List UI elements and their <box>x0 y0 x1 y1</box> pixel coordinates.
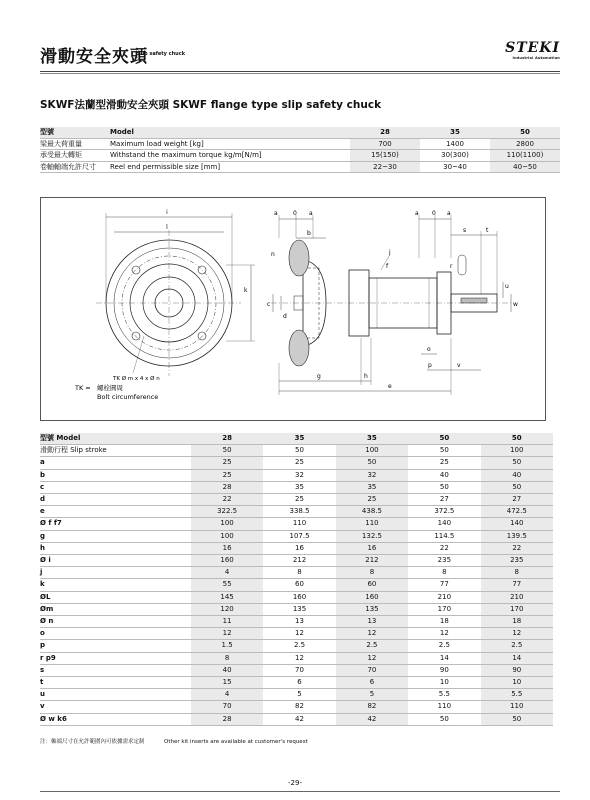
dim-cell: 25 <box>191 469 263 481</box>
spec-row-zh: 梁最大荷重量 <box>40 138 110 150</box>
dim-cell: 140 <box>481 518 553 530</box>
dim-cell: 2.5 <box>481 640 553 652</box>
dim-cell: 25 <box>336 494 408 506</box>
dim-cell: 8 <box>191 652 263 664</box>
dim-row <box>40 518 553 530</box>
dim-cell: 18 <box>408 616 480 628</box>
dim-cell: 50 <box>481 457 553 469</box>
knob-top <box>289 240 309 276</box>
dim-row <box>40 481 553 493</box>
dim-row <box>40 640 553 652</box>
dim-cell: 210 <box>408 591 480 603</box>
dim-row <box>40 628 553 640</box>
dim-cell: 13 <box>336 616 408 628</box>
dim-row-label: t <box>40 677 191 689</box>
dim-cell: 338.5 <box>263 506 335 518</box>
logo-name: STEKI <box>505 40 560 56</box>
spec-row-en: Reel end permissible size [mm] <box>110 161 350 173</box>
dim-cell: 5.5 <box>408 689 480 701</box>
dim-cell: 42 <box>263 713 335 725</box>
dim-cell: 100 <box>191 518 263 530</box>
spec-header-value: 50 <box>490 127 560 138</box>
dim-cell: 32 <box>336 469 408 481</box>
steki-logo <box>505 40 560 60</box>
label-b: b <box>307 230 311 237</box>
dim-cell: 35 <box>263 481 335 493</box>
spec-cell: 2800 <box>490 138 560 150</box>
dim-row <box>40 494 553 506</box>
dim-cell: 22 <box>191 494 263 506</box>
dim-row-label: Ø w k6 <box>40 713 191 725</box>
dim-cell: 472.5 <box>481 506 553 518</box>
dim-cell: 25 <box>191 457 263 469</box>
spec-header-zh: 型號 <box>40 127 110 138</box>
spec-row <box>40 150 560 162</box>
dim-row-label: j <box>40 567 191 579</box>
spec-header-en: Model <box>110 127 350 138</box>
dim-row-label: ØL <box>40 591 191 603</box>
spec-row <box>40 161 560 173</box>
dim-row-stroke <box>40 445 553 457</box>
dim-cell: 110 <box>336 518 408 530</box>
side-view <box>271 215 511 395</box>
label-s: s <box>463 227 467 234</box>
spec-table-header <box>40 127 560 138</box>
label-l: l <box>166 224 168 231</box>
dim-cell: 14 <box>481 652 553 664</box>
dim-cell: 322.5 <box>191 506 263 518</box>
dim-cell: 12 <box>336 628 408 640</box>
dim-cell: 110 <box>263 518 335 530</box>
dim-cell: 50 <box>481 481 553 493</box>
label-f: f <box>386 263 389 270</box>
spec-row-zh: 卷軸軸端允許尺寸 <box>40 161 110 173</box>
dim-cell: 77 <box>481 579 553 591</box>
dim-row-label: p <box>40 640 191 652</box>
dim-cell: 28 <box>191 713 263 725</box>
dim-row-label: u <box>40 689 191 701</box>
spec-cell: 40~50 <box>490 161 560 173</box>
dim-cell: 120 <box>191 603 263 615</box>
dim-cell: 50 <box>408 445 480 457</box>
dim-cell: 50 <box>481 713 553 725</box>
dim-cell: 16 <box>191 542 263 554</box>
dim-row-label: Ø f f7 <box>40 518 191 530</box>
dim-cell: 6 <box>336 677 408 689</box>
dim-cell: 90 <box>408 664 480 676</box>
page-number: -29- <box>288 779 302 787</box>
dim-row-label: 滑動行程 Slip stroke <box>40 445 191 457</box>
tk-formula: TK Ø m x 4 x Ø n <box>113 376 160 382</box>
key-detail <box>458 255 466 275</box>
dim-row <box>40 506 553 518</box>
dim-cell: 12 <box>481 628 553 640</box>
dim-cell: 210 <box>481 591 553 603</box>
dim-cell: 139.5 <box>481 530 553 542</box>
dim-cell: 50 <box>408 713 480 725</box>
dim-row <box>40 616 553 628</box>
dim-cell: 77 <box>408 579 480 591</box>
dim-cell: 10 <box>481 677 553 689</box>
dim-cell: 50 <box>336 457 408 469</box>
dim-cell: 15 <box>191 677 263 689</box>
dim-cell: 11 <box>191 616 263 628</box>
spec-cell: 15(150) <box>350 150 420 162</box>
dim-cell: 40 <box>191 664 263 676</box>
dim-table-body <box>40 457 553 725</box>
dim-cell: 170 <box>481 603 553 615</box>
label-w: w <box>513 301 518 308</box>
bolt-hole <box>198 332 206 340</box>
dim-cell: 5.5 <box>481 689 553 701</box>
dim-row <box>40 701 553 713</box>
dim-cell: 160 <box>191 555 263 567</box>
dim-row-label: e <box>40 506 191 518</box>
dim-cell: 12 <box>336 652 408 664</box>
dim-cell: 70 <box>191 701 263 713</box>
dim-cell: 160 <box>263 591 335 603</box>
technical-drawing <box>40 197 546 421</box>
dim-cell: 55 <box>191 579 263 591</box>
label-c: c <box>267 301 271 308</box>
dim-cell: 132.5 <box>336 530 408 542</box>
dim-cell: 4 <box>191 689 263 701</box>
dim-cell: 22 <box>408 542 480 554</box>
dim-cell: 14 <box>408 652 480 664</box>
dim-cell: 5 <box>263 689 335 701</box>
dim-cell: 82 <box>336 701 408 713</box>
bolt-circle <box>122 256 216 350</box>
label-d: d <box>283 313 287 320</box>
dim-cell: 25 <box>408 457 480 469</box>
dim-header-label: 型號 Model <box>40 433 191 445</box>
tk-zh: 螺栓圓周 <box>97 384 123 392</box>
spec-table <box>40 127 560 173</box>
spec-row-en: Withstand the maximum torque kg/m[N/m] <box>110 150 350 162</box>
knob-bottom <box>289 330 309 366</box>
dim-cell: 2.5 <box>408 640 480 652</box>
dim-cell: 50 <box>191 445 263 457</box>
dim-header-value: 35 <box>336 433 408 445</box>
dim-cell: 6 <box>263 677 335 689</box>
dim-row-label: k <box>40 579 191 591</box>
dim-row-label: Øm <box>40 603 191 615</box>
dim-row-label: r p9 <box>40 652 191 664</box>
dim-cell: 107.5 <box>263 530 335 542</box>
spec-cell: 30~40 <box>420 161 490 173</box>
spec-cell: 110(1100) <box>490 150 560 162</box>
dim-row <box>40 469 553 481</box>
dim-cell: 12 <box>263 652 335 664</box>
spec-cell: 1400 <box>420 138 490 150</box>
dim-row-label: s <box>40 664 191 676</box>
dim-cell: 70 <box>263 664 335 676</box>
dim-row <box>40 542 553 554</box>
dim-cell: 2.5 <box>263 640 335 652</box>
label-a: a <box>274 210 278 217</box>
dim-row <box>40 689 553 701</box>
drawing-svg <box>41 198 545 420</box>
label-h: h <box>364 373 368 380</box>
dim-row-label: a <box>40 457 191 469</box>
bolt-hole <box>132 332 140 340</box>
header-rule <box>40 71 560 72</box>
dim-row <box>40 652 553 664</box>
dim-cell: 70 <box>336 664 408 676</box>
label-g: g <box>317 373 321 380</box>
dim-cell: 16 <box>263 542 335 554</box>
dim-header-value: 50 <box>408 433 480 445</box>
spec-cell: 30(300) <box>420 150 490 162</box>
dim-row <box>40 555 553 567</box>
label-e: e <box>388 383 392 390</box>
dim-row <box>40 603 553 615</box>
spec-header-value: 35 <box>420 127 490 138</box>
dim-cell: 82 <box>263 701 335 713</box>
dim-cell: 8 <box>408 567 480 579</box>
label-zero: 0 <box>432 210 436 217</box>
dim-cell: 135 <box>336 603 408 615</box>
label-i: i <box>166 209 168 216</box>
dim-cell: 145 <box>191 591 263 603</box>
dim-cell: 2.5 <box>336 640 408 652</box>
dim-cell: 27 <box>481 494 553 506</box>
dim-cell: 22 <box>481 542 553 554</box>
spec-row-zh: 承受最大轉矩 <box>40 150 110 162</box>
label-n: n <box>271 251 275 258</box>
dim-cell: 8 <box>481 567 553 579</box>
dim-cell: 212 <box>263 555 335 567</box>
dimension-table <box>40 433 553 726</box>
bolt-hole <box>132 266 140 274</box>
label-zero: 0 <box>293 210 297 217</box>
dim-cell: 25 <box>263 457 335 469</box>
dim-row <box>40 677 553 689</box>
spec-cell: 22~30 <box>350 161 420 173</box>
dim-cell: 18 <box>481 616 553 628</box>
dim-row-label: c <box>40 481 191 493</box>
dim-cell: 60 <box>336 579 408 591</box>
footnote-en: Other kit inserts are available at customer's request <box>164 739 308 745</box>
dim-cell: 212 <box>336 555 408 567</box>
footnote <box>40 737 308 745</box>
dim-row-label: v <box>40 701 191 713</box>
label-v: v <box>457 362 461 369</box>
dim-cell: 13 <box>263 616 335 628</box>
dim-cell: 42 <box>336 713 408 725</box>
spec-row <box>40 138 560 150</box>
dim-cell: 60 <box>263 579 335 591</box>
dim-cell: 438.5 <box>336 506 408 518</box>
dim-cell: 50 <box>408 481 480 493</box>
dim-row-label: g <box>40 530 191 542</box>
dim-row <box>40 530 553 542</box>
dim-cell: 27 <box>408 494 480 506</box>
header-title-zh: 滑動安全夾頭 <box>40 47 148 67</box>
dim-header-value: 50 <box>481 433 553 445</box>
dim-table-header <box>40 433 553 445</box>
dim-header-value: 35 <box>263 433 335 445</box>
dim-cell: 5 <box>336 689 408 701</box>
dim-cell: 100 <box>191 530 263 542</box>
section-title: SKWF法蘭型滑動安全夾頭 SKWF flange type slip safety chuck <box>40 99 382 111</box>
dim-cell: 90 <box>481 664 553 676</box>
page-header <box>40 40 560 70</box>
dim-cell: 25 <box>263 494 335 506</box>
label-p: p <box>428 362 432 369</box>
dim-cell: 110 <box>481 701 553 713</box>
dim-cell: 372.5 <box>408 506 480 518</box>
dim-cell: 32 <box>263 469 335 481</box>
dim-row-label: o <box>40 628 191 640</box>
dim-cell: 12 <box>408 628 480 640</box>
spec-cell: 700 <box>350 138 420 150</box>
header-rule-thin <box>40 73 560 74</box>
dim-cell: 10 <box>408 677 480 689</box>
dim-cell: 140 <box>408 518 480 530</box>
tk-leader <box>133 336 144 373</box>
dim-cell: 28 <box>191 481 263 493</box>
dim-cell: 12 <box>191 628 263 640</box>
dim-cell: 160 <box>336 591 408 603</box>
dim-cell: 8 <box>263 567 335 579</box>
dim-cell: 100 <box>481 445 553 457</box>
dim-cell: 40 <box>408 469 480 481</box>
dim-cell: 12 <box>263 628 335 640</box>
dim-cell: 40 <box>481 469 553 481</box>
dim-row <box>40 591 553 603</box>
dim-cell: 235 <box>408 555 480 567</box>
dim-cell: 135 <box>263 603 335 615</box>
dim-cell: 170 <box>408 603 480 615</box>
dim-row <box>40 457 553 469</box>
logo-tagline: Industrial Automation <box>512 56 560 60</box>
spec-header-value: 28 <box>350 127 420 138</box>
dim-row-label: Ø n <box>40 616 191 628</box>
label-a: a <box>309 210 313 217</box>
label-k: k <box>244 287 248 294</box>
dim-row <box>40 579 553 591</box>
label-o: o <box>427 346 431 353</box>
dim-row <box>40 713 553 725</box>
dim-cell: 8 <box>336 567 408 579</box>
front-view <box>96 213 255 376</box>
dim-row-label: b <box>40 469 191 481</box>
header-title-en: Slip safety chuck <box>137 51 186 57</box>
dim-cell: 16 <box>336 542 408 554</box>
tk-en: Bolt circumference <box>97 393 159 401</box>
dim-cell: 100 <box>336 445 408 457</box>
outer-flange-circle <box>106 240 232 366</box>
dim-cell: 114.5 <box>408 530 480 542</box>
tk-label: TK = <box>75 384 91 392</box>
dim-row <box>40 664 553 676</box>
footer-rule <box>40 791 560 792</box>
dim-cell: 4 <box>191 567 263 579</box>
bolt-hole <box>198 266 206 274</box>
dim-row-label: d <box>40 494 191 506</box>
label-t: t <box>486 227 489 234</box>
dim-row-label: h <box>40 542 191 554</box>
label-r: r <box>450 263 453 270</box>
dim-header-value: 28 <box>191 433 263 445</box>
label-j: j <box>389 249 391 256</box>
spec-row-en: Maximum load weight [kg] <box>110 138 350 150</box>
label-a: a <box>447 210 451 217</box>
dim-row <box>40 567 553 579</box>
keyway <box>461 298 487 303</box>
dim-cell: 110 <box>408 701 480 713</box>
dim-cell: 35 <box>336 481 408 493</box>
label-a: a <box>415 210 419 217</box>
dim-row-label: Ø i <box>40 555 191 567</box>
label-u: u <box>505 283 509 290</box>
dim-cell: 50 <box>263 445 335 457</box>
dim-cell: 235 <box>481 555 553 567</box>
dim-cell: 1.5 <box>191 640 263 652</box>
footnote-zh: 注：軸端尺寸在允許範圍內可依據需求定制 <box>40 739 145 745</box>
